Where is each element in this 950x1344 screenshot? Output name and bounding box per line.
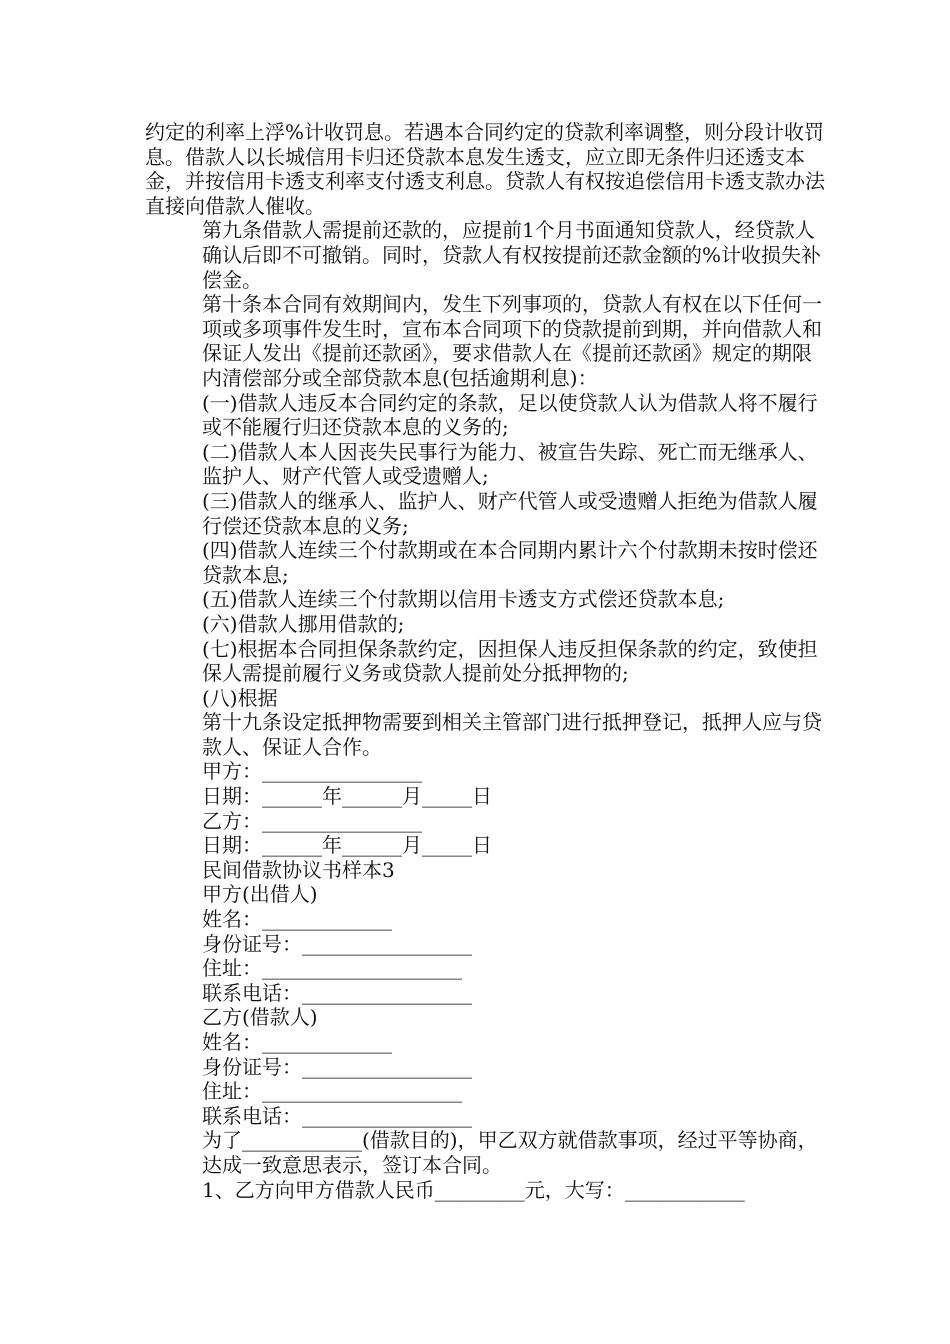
signature-block (145, 759, 825, 857)
paragraph-item-8: (八)根据 (202, 685, 278, 710)
paragraph-article-19: 第十九条设定抵押物需要到相关主管部门进行抵押登记，抵押人应与贷款人、保证人合作。 (202, 710, 822, 759)
field-label: 联系电话： (202, 1103, 302, 1128)
document-page (145, 120, 825, 1202)
paragraph-item-3: (三)借款人的继承人、监护人、财产代管人或受遗赠人拒绝为借款人履行偿还贷款本息的义务; (202, 488, 818, 538)
paragraph-item-7: (七)根据本合同担保条款约定，因担保人违反担保条款的约定，致使担保人需提前履行义务或贷款人提前处分抵押物的; (202, 636, 818, 686)
paragraph-article-9: 第九条借款人需提前还款的，应提前1个月书面通知贷款人，经贷款人确认后即不可撤销。同时，贷款人有权按提前还款金额的%计收损失补偿金。 (202, 218, 822, 292)
party-b-heading: 乙方(借款人) (202, 1005, 318, 1030)
field-blank: _________________ (302, 931, 472, 956)
sign-line-party-a (145, 759, 825, 784)
party-a-heading: 甲方(出借人) (202, 882, 318, 907)
field-label: 住址： (202, 1079, 262, 1104)
field-label: 身份证号： (202, 1054, 302, 1079)
field-label: 身份证号： (202, 931, 302, 956)
sign-line-date-b (145, 833, 825, 858)
purpose-paragraph: 为了____________(借款目的)，甲乙双方就借款事项，经过平等协商，达成一致意思表示，签订本合同。 (202, 1128, 818, 1177)
paragraph-item-2: (二)借款人本人因丧失民事行为能力、被宣告失踪、死亡而无继承人、监护人、财产代管人或受遗赠人; (202, 439, 818, 489)
clause-1: 1、乙方向甲方借款人民币_________元，大写：____________ (202, 1177, 745, 1202)
field-label: 住址： (202, 956, 262, 981)
party-a-field-phone (145, 981, 825, 1006)
sign-line-party-b (145, 809, 825, 834)
sign-label: 日期： (202, 784, 262, 809)
field-label: 联系电话： (202, 980, 302, 1005)
field-blank: _____________ (262, 1030, 392, 1055)
field-blank: _________________ (302, 1054, 472, 1079)
field-blank: _________________ (302, 1103, 472, 1128)
party-a-field-id (145, 932, 825, 957)
field-blank: _________________ (302, 980, 472, 1005)
contract-body (145, 120, 825, 759)
sign-label: 日期： (202, 833, 262, 858)
field-blank: ____________________ (262, 1079, 462, 1104)
sign-blank: ______年______月_____日 (262, 784, 492, 809)
paragraph-item-4: (四)借款人连续三个付款期或在本合同期内累计六个付款期未按时偿还贷款本息; (202, 538, 818, 587)
paragraph-item-5: (五)借款人连续三个付款期以信用卡透支方式偿还贷款本息; (202, 587, 725, 612)
party-a-field-address (145, 956, 825, 981)
sign-label: 乙方： (202, 808, 262, 833)
party-b-field-address (145, 1079, 825, 1104)
field-label: 姓名： (202, 1030, 262, 1055)
party-a-field-name (145, 907, 825, 932)
sign-label: 甲方： (202, 759, 262, 784)
party-a-block (145, 882, 825, 1005)
field-blank: _____________ (262, 907, 392, 932)
sample-title: 民间借款协议书样本3 (202, 857, 395, 882)
party-b-field-phone (145, 1104, 825, 1129)
sign-blank: ________________ (262, 808, 422, 833)
party-b-field-name (145, 1030, 825, 1055)
party-b-block (145, 1005, 825, 1128)
field-blank: ____________________ (262, 956, 462, 981)
paragraph-article-10: 第十条本合同有效期间内，发生下列事项的，贷款人有权在以下任何一项或多项事件发生时，宣布本合同项下的贷款提前到期，并向借款人和保证人发出《提前还款函》，要求借款人在《提前还款函》规定的期限内清偿部分或全部贷款本息(包括逾期利息)： (202, 292, 822, 390)
paragraph-item-6: (六)借款人挪用借款的; (202, 611, 405, 636)
paragraph-item-1: (一)借款人违反本合同约定的条款，足以使贷款人认为借款人将不履行或不能履行归还贷款本息的义务的; (202, 390, 818, 440)
field-label: 姓名： (202, 907, 262, 932)
sign-blank: ______年______月_____日 (262, 833, 492, 858)
sign-blank: ________________ (262, 759, 422, 784)
sign-line-date-a (145, 784, 825, 809)
paragraph-penalty-interest: 约定的利率上浮%计收罚息。若遇本合同约定的贷款利率调整，则分段计收罚息。借款人以长城信用卡归还贷款本息发生透支，应立即无条件归还透支本金，并按信用卡透支利率支付透支利息。贷款人有权按追偿信用卡透支款办法直接向借款人催收。 (145, 120, 825, 218)
party-b-field-id (145, 1055, 825, 1080)
